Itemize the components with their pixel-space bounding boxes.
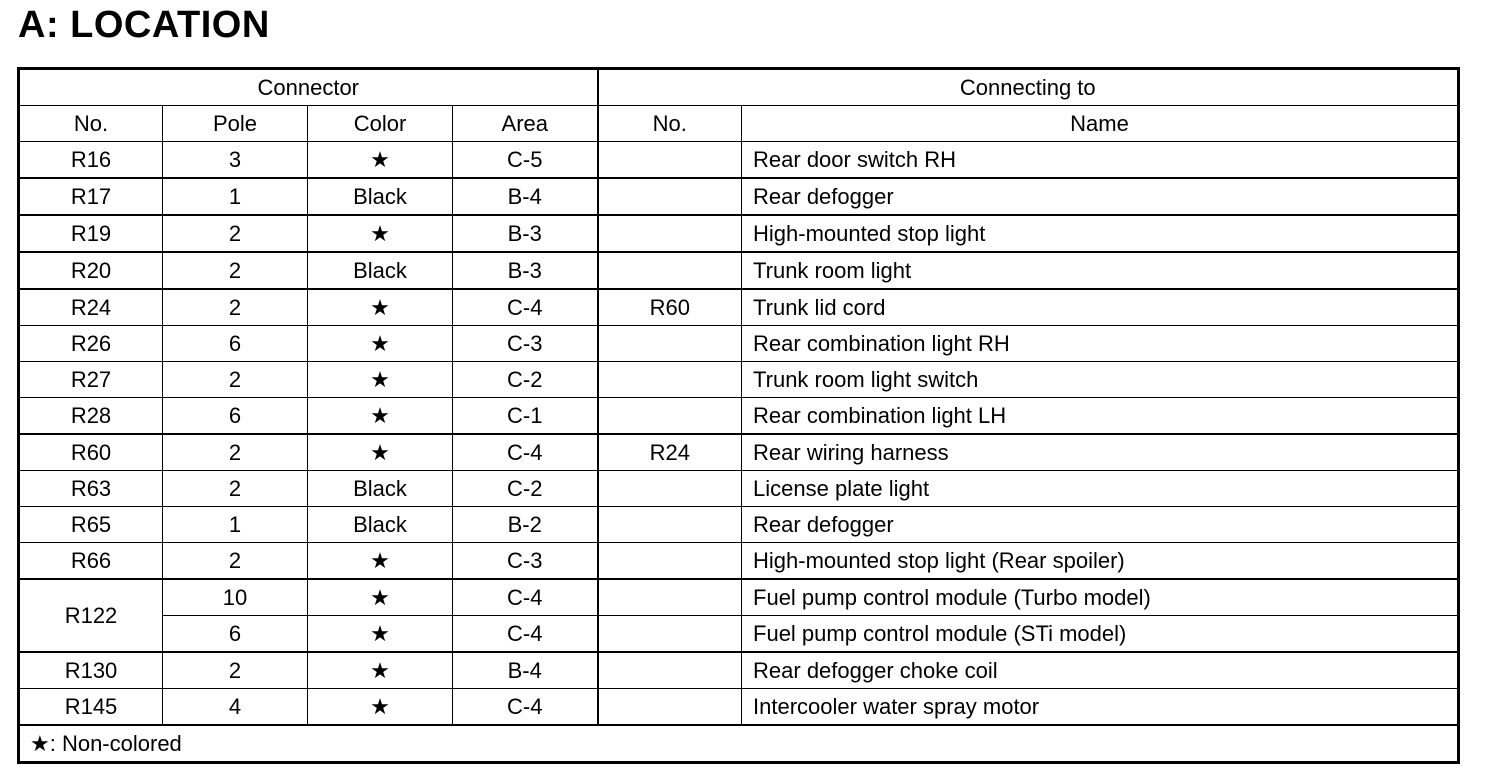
cell-area: B-4: [453, 178, 598, 215]
cell-to-no: [598, 543, 742, 580]
cell-no: R28: [19, 398, 163, 435]
cell-to-no: [598, 252, 742, 289]
cell-name: Trunk room light switch: [742, 362, 1459, 398]
cell-no: R130: [19, 652, 163, 689]
cell-area: B-3: [453, 215, 598, 252]
cell-no: R17: [19, 178, 163, 215]
table-row: [19, 142, 1459, 179]
cell-pole: 10: [163, 579, 308, 616]
cell-no: R122: [19, 579, 163, 652]
cell-pole: 6: [163, 398, 308, 435]
cell-area: B-4: [453, 652, 598, 689]
cell-name: High-mounted stop light: [742, 215, 1459, 252]
cell-no: R24: [19, 289, 163, 326]
cell-name: Fuel pump control module (STi model): [742, 616, 1459, 653]
table-row: [19, 178, 1459, 215]
cell-pole: 4: [163, 689, 308, 726]
cell-name: Rear defogger: [742, 178, 1459, 215]
footnote: ★: Non-colored: [19, 725, 1459, 763]
cell-name: Trunk lid cord: [742, 289, 1459, 326]
cell-color: ★: [308, 326, 453, 362]
cell-pole: 6: [163, 616, 308, 653]
cell-name: License plate light: [742, 471, 1459, 507]
col-header-color: Color: [308, 106, 453, 142]
location-table: [17, 67, 1460, 764]
cell-no: R27: [19, 362, 163, 398]
cell-to-no: [598, 471, 742, 507]
cell-to-no: [598, 215, 742, 252]
footnote-row: [19, 725, 1459, 763]
cell-to-no: [598, 398, 742, 435]
cell-pole: 2: [163, 289, 308, 326]
cell-area: C-1: [453, 398, 598, 435]
page-title: A: LOCATION: [18, 4, 270, 46]
cell-color: ★: [308, 142, 453, 179]
cell-name: Trunk room light: [742, 252, 1459, 289]
cell-color: ★: [308, 398, 453, 435]
cell-area: B-3: [453, 252, 598, 289]
cell-name: Rear wiring harness: [742, 434, 1459, 471]
cell-area: C-5: [453, 142, 598, 179]
cell-name: Rear defogger: [742, 507, 1459, 543]
table-row: [19, 289, 1459, 326]
cell-to-no: [598, 579, 742, 616]
cell-area: C-4: [453, 579, 598, 616]
cell-area: B-2: [453, 507, 598, 543]
cell-color: ★: [308, 579, 453, 616]
cell-pole: 1: [163, 507, 308, 543]
cell-name: Rear combination light RH: [742, 326, 1459, 362]
cell-to-no: R24: [598, 434, 742, 471]
cell-area: C-3: [453, 543, 598, 580]
cell-no: R16: [19, 142, 163, 179]
cell-color: Black: [308, 178, 453, 215]
cell-pole: 2: [163, 252, 308, 289]
cell-no: R60: [19, 434, 163, 471]
cell-no: R26: [19, 326, 163, 362]
cell-area: C-4: [453, 689, 598, 726]
table-row: [19, 398, 1459, 435]
cell-to-no: [598, 689, 742, 726]
cell-pole: 2: [163, 652, 308, 689]
cell-color: Black: [308, 471, 453, 507]
table-row: [19, 616, 1459, 653]
cell-pole: 1: [163, 178, 308, 215]
cell-to-no: [598, 652, 742, 689]
cell-to-no: R60: [598, 289, 742, 326]
table-row: [19, 326, 1459, 362]
table-row: [19, 652, 1459, 689]
cell-area: C-2: [453, 471, 598, 507]
cell-no: R19: [19, 215, 163, 252]
connecting-to-group-header: Connecting to: [598, 69, 1459, 106]
cell-pole: 6: [163, 326, 308, 362]
cell-color: ★: [308, 362, 453, 398]
cell-no: R145: [19, 689, 163, 726]
column-header-row: [19, 106, 1459, 142]
cell-color: ★: [308, 434, 453, 471]
table-row: [19, 543, 1459, 580]
cell-to-no: [598, 326, 742, 362]
table-row: [19, 215, 1459, 252]
cell-color: Black: [308, 507, 453, 543]
col-header-to-no: No.: [598, 106, 742, 142]
table-row: [19, 252, 1459, 289]
cell-color: Black: [308, 252, 453, 289]
table-row: [19, 362, 1459, 398]
cell-no: R65: [19, 507, 163, 543]
col-header-name: Name: [742, 106, 1459, 142]
cell-area: C-3: [453, 326, 598, 362]
table-row: [19, 434, 1459, 471]
cell-area: C-2: [453, 362, 598, 398]
cell-name: Fuel pump control module (Turbo model): [742, 579, 1459, 616]
cell-color: ★: [308, 652, 453, 689]
cell-pole: 2: [163, 434, 308, 471]
cell-color: ★: [308, 543, 453, 580]
col-header-area: Area: [453, 106, 598, 142]
cell-name: Intercooler water spray motor: [742, 689, 1459, 726]
table-row: [19, 579, 1459, 616]
cell-area: C-4: [453, 289, 598, 326]
cell-name: Rear door switch RH: [742, 142, 1459, 179]
table-row: [19, 471, 1459, 507]
col-header-pole: Pole: [163, 106, 308, 142]
cell-pole: 2: [163, 471, 308, 507]
cell-name: Rear combination light LH: [742, 398, 1459, 435]
cell-to-no: [598, 507, 742, 543]
cell-color: ★: [308, 616, 453, 653]
cell-to-no: [598, 178, 742, 215]
table-row: [19, 689, 1459, 726]
cell-no: R66: [19, 543, 163, 580]
cell-name: Rear defogger choke coil: [742, 652, 1459, 689]
table-row: [19, 507, 1459, 543]
cell-area: C-4: [453, 434, 598, 471]
group-header-row: [19, 69, 1459, 106]
cell-area: C-4: [453, 616, 598, 653]
cell-no: R20: [19, 252, 163, 289]
cell-to-no: [598, 142, 742, 179]
col-header-no: No.: [19, 106, 163, 142]
cell-pole: 3: [163, 142, 308, 179]
cell-to-no: [598, 616, 742, 653]
cell-no: R63: [19, 471, 163, 507]
connector-group-header: Connector: [19, 69, 598, 106]
cell-pole: 2: [163, 543, 308, 580]
cell-color: ★: [308, 689, 453, 726]
cell-to-no: [598, 362, 742, 398]
cell-name: High-mounted stop light (Rear spoiler): [742, 543, 1459, 580]
cell-color: ★: [308, 289, 453, 326]
cell-color: ★: [308, 215, 453, 252]
cell-pole: 2: [163, 362, 308, 398]
cell-pole: 2: [163, 215, 308, 252]
